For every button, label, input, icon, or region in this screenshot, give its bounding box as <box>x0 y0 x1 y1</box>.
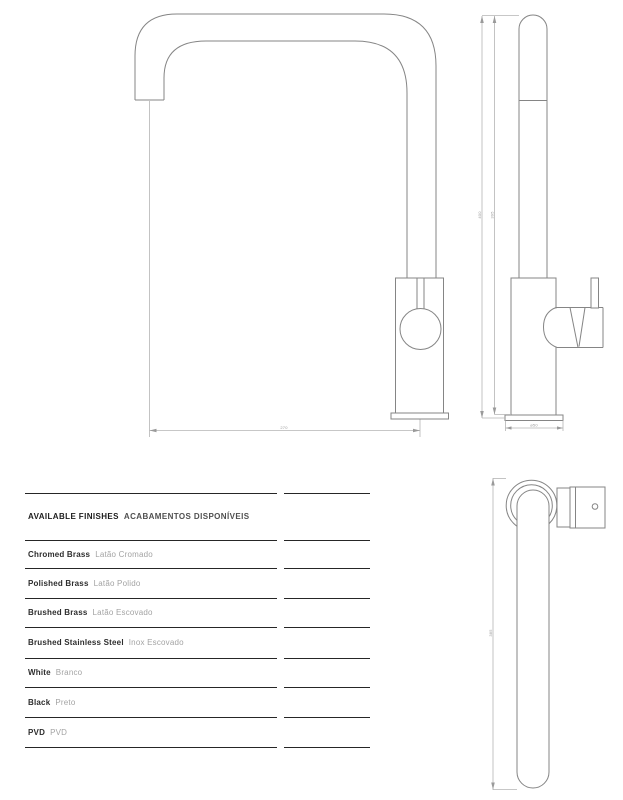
side-dim-arrow-a-bottom <box>480 411 484 418</box>
finish-name-pt: Inox Escovado <box>128 638 184 647</box>
side-dim-arrow-b-bottom <box>493 408 497 415</box>
finish-name-en: Brushed Brass <box>28 608 88 617</box>
side-base-dim-label: ø50 <box>530 422 538 428</box>
finish-row-pvd <box>28 717 368 747</box>
side-dim-arrow-a-top <box>480 16 484 23</box>
finish-name-en: Black <box>28 697 51 707</box>
top-dim-arrow-bottom <box>491 783 495 790</box>
side-spout-tube <box>519 15 547 278</box>
top-dim-arrow-top <box>491 479 495 486</box>
top-depth-dim-label: 385 <box>487 629 493 637</box>
finish-name-en: Polished Brass <box>28 578 89 588</box>
front-base-plate <box>391 413 449 419</box>
side-base-plate <box>505 415 563 421</box>
front-reach-dim-label: 270 <box>280 424 288 430</box>
side-dim-arrow-b-top <box>493 16 497 23</box>
side-base-arrow-right <box>557 426 563 429</box>
top-handle-collar <box>557 488 570 527</box>
finish-name-pt: PVD <box>50 727 68 737</box>
side-handle-mask <box>546 309 570 347</box>
finish-name-pt: Latão Cromado <box>95 549 153 559</box>
side-handle-lever-rod <box>591 278 599 308</box>
front-spout-outer <box>135 14 436 278</box>
faucet-front-view-drawing <box>135 14 449 437</box>
side-base-arrow-left <box>506 426 512 429</box>
finishes-title-en: AVAILABLE FINISHES <box>28 512 119 521</box>
finish-name-pt: Latão Escovado <box>92 608 153 617</box>
finish-row-chromed-brass <box>28 540 368 568</box>
front-spout-inner <box>164 41 407 278</box>
finish-row-white <box>28 658 368 687</box>
top-handle-screw-hole <box>592 504 598 510</box>
finishes-table-header <box>28 493 368 540</box>
faucet-side-view-drawing <box>477 15 603 431</box>
table-rule <box>25 747 370 748</box>
side-height-dim-label-b: 395 <box>489 211 495 219</box>
finish-row-brushed-brass <box>28 598 368 627</box>
finish-name-en: White <box>28 668 51 677</box>
front-dim-arrow-left <box>150 429 157 433</box>
finish-name-pt: Preto <box>55 697 76 707</box>
finish-name-pt: Latão Polido <box>93 578 141 588</box>
finish-name-en: Brushed Stainless Steel <box>28 638 124 647</box>
finish-name-en: Chromed Brass <box>28 549 91 559</box>
finishes-title-pt: ACABAMENTOS DISPONÍVEIS <box>123 512 250 521</box>
side-handle-inner-edge <box>579 308 585 347</box>
side-handle-front-face <box>570 308 578 348</box>
finish-row-brushed-stainless-steel <box>28 627 368 658</box>
front-handle-pivot <box>400 309 441 350</box>
front-dim-arrow-right <box>413 429 420 433</box>
faucet-top-view-drawing <box>488 478 605 790</box>
finish-row-polished-brass <box>28 568 368 598</box>
top-spout-capsule <box>517 490 549 788</box>
side-height-dim-label-a: 400 <box>476 211 482 219</box>
finish-name-en: PVD <box>28 727 46 737</box>
finish-row-black <box>28 687 368 717</box>
finish-name-pt: Branco <box>55 668 83 677</box>
